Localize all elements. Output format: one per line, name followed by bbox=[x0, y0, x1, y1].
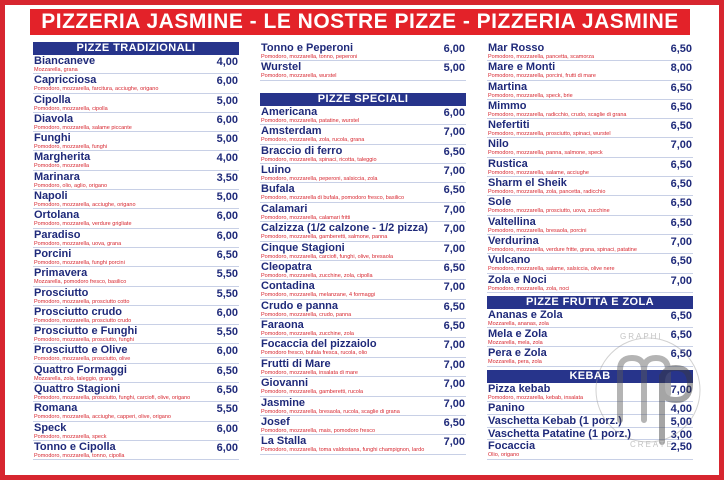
menu-item-name: Wurstel bbox=[261, 61, 302, 74]
menu-item-price: 6,50 bbox=[670, 100, 692, 113]
menu-item bbox=[487, 61, 693, 80]
column-3 bbox=[487, 42, 693, 460]
menu-item bbox=[260, 125, 466, 144]
menu-item-name: Contadina bbox=[261, 280, 315, 293]
menu-item-ingredients: Mozzarella, ananas, zola bbox=[488, 320, 549, 327]
menu-item-ingredients: Pomodoro, mozzarella, salame, acciughe bbox=[488, 169, 589, 176]
menu-item-price: 3,50 bbox=[216, 171, 238, 184]
menu-item-name: Porcini bbox=[34, 247, 72, 260]
menu-item bbox=[33, 441, 239, 460]
menu-item-ingredients: Pomodoro, mozzarella, acciughe, origano bbox=[34, 202, 136, 209]
menu-item bbox=[487, 383, 693, 402]
menu-item-name: Vulcano bbox=[488, 254, 531, 267]
menu-item-name: Cleopatra bbox=[261, 260, 312, 273]
menu-item-price: 6,00 bbox=[443, 43, 465, 55]
menu-item-ingredients: Pomodoro, mozzarella, bresaola, porcini bbox=[488, 227, 587, 234]
menu-item-price: 6,50 bbox=[216, 364, 238, 377]
menu-item-ingredients: Pomodoro, mozzarella, prosciutto, funghi bbox=[34, 337, 134, 344]
menu-item-ingredients: Pomodoro, mozzarella, prosciutto, uova, zucchine bbox=[488, 208, 610, 215]
menu-item bbox=[487, 158, 693, 177]
menu-item-name: La Stalla bbox=[261, 435, 307, 448]
menu-item bbox=[33, 402, 239, 421]
menu-item bbox=[487, 309, 693, 328]
menu-item-price: 5,00 bbox=[670, 415, 692, 428]
menu-item bbox=[260, 319, 466, 338]
menu-item-price: 7,00 bbox=[443, 164, 465, 177]
menu-item-price: 7,00 bbox=[443, 358, 465, 371]
menu-item-name: Focaccia bbox=[488, 440, 536, 453]
menu-item bbox=[33, 248, 239, 267]
menu-item-name: Biancaneve bbox=[34, 55, 96, 67]
menu-item-name: Speck bbox=[34, 421, 67, 434]
menu-item-name: Primavera bbox=[34, 267, 88, 280]
menu-item-price: 5,50 bbox=[216, 268, 238, 281]
menu-item bbox=[487, 119, 693, 138]
menu-item bbox=[260, 61, 466, 80]
menu-item-price: 5,00 bbox=[443, 62, 465, 75]
menu-item-price: 6,50 bbox=[670, 309, 692, 322]
menu-item-price: 6,50 bbox=[443, 300, 465, 313]
menu-item-ingredients: Pomodoro, mozzarella, prosciutto, funghi, carciofi, olive, origano bbox=[34, 395, 191, 402]
menu-item bbox=[33, 113, 239, 132]
menu-item bbox=[487, 235, 693, 254]
menu-item bbox=[33, 74, 239, 93]
menu-item-price: 6,50 bbox=[443, 417, 465, 430]
menu-item-ingredients: Pomodoro, mozzarella, porcini, frutti di mare bbox=[488, 73, 596, 80]
menu-item-price: 4,00 bbox=[216, 56, 238, 68]
menu-item bbox=[487, 347, 693, 366]
menu-item-price: 6,50 bbox=[443, 320, 465, 333]
menu-item bbox=[487, 42, 693, 61]
menu-item-name: Focaccia del pizzaiolo bbox=[261, 338, 377, 351]
menu-item-ingredients: Pomodoro, mozzarella, tonno, peperoni bbox=[261, 54, 358, 60]
menu-item-ingredients: Pomodoro, mozzarella, carciofi, funghi, olive, bresaola bbox=[261, 253, 394, 260]
menu-item-price: 6,50 bbox=[670, 255, 692, 268]
menu-item-price: 6,00 bbox=[216, 422, 238, 435]
menu-item bbox=[260, 261, 466, 280]
menu-item-name: Cipolla bbox=[34, 93, 71, 106]
menu-item-price: 6,50 bbox=[670, 178, 692, 191]
menu-item-name: Sharm el Sheik bbox=[488, 177, 567, 190]
menu-item-price: 6,00 bbox=[216, 75, 238, 88]
menu-item-price: 6,00 bbox=[443, 106, 465, 119]
menu-item-name: Valtellina bbox=[488, 215, 536, 228]
menu-item-price: 7,00 bbox=[443, 242, 465, 255]
menu-item-name: Napoli bbox=[34, 190, 68, 203]
menu-item-name: Pera e Zola bbox=[488, 347, 547, 360]
menu-item-name: Margherita bbox=[34, 151, 91, 164]
menu-item bbox=[487, 196, 693, 215]
menu-item-name: Mimmo bbox=[488, 99, 527, 112]
menu-item-name: Funghi bbox=[34, 132, 71, 145]
menu-item bbox=[487, 254, 693, 273]
menu-item-ingredients: Pomodoro, mozzarella, gamberetti, salmone, panna bbox=[261, 234, 388, 241]
section-header-kebab: KEBAB bbox=[487, 370, 693, 383]
menu-item-ingredients: Pomodoro, mozzarella, cipolla bbox=[34, 105, 108, 112]
menu-item-name: Verdurina bbox=[488, 234, 539, 247]
menu-item-name: Giovanni bbox=[261, 377, 309, 390]
menu-item-name: Quattro Stagioni bbox=[34, 383, 121, 396]
menu-item bbox=[33, 55, 239, 74]
menu-item bbox=[260, 106, 466, 125]
menu-list-speciali-cont bbox=[487, 42, 693, 293]
menu-item bbox=[33, 422, 239, 441]
menu-item bbox=[487, 216, 693, 235]
menu-item-ingredients: Pomodoro, mozzarella, patatine, wurstel bbox=[261, 117, 360, 124]
menu-item bbox=[260, 358, 466, 377]
menu-item-name: Crudo e panna bbox=[261, 299, 339, 312]
menu-item-name: Frutti di Mare bbox=[261, 357, 331, 370]
menu-item bbox=[487, 440, 693, 459]
column-1 bbox=[33, 42, 239, 460]
menu-item-ingredients: Pomodoro, mozzarella, zucchine, zola bbox=[261, 331, 354, 338]
menu-list-kebab bbox=[487, 383, 693, 460]
menu-item-ingredients: Pomodoro, mozzarella, uova, grana bbox=[34, 240, 122, 247]
menu-item-price: 6,00 bbox=[216, 210, 238, 223]
menu-item-price: 6,00 bbox=[216, 345, 238, 358]
menu-item-ingredients: Pomodoro, mozzarella, zola, pancetta, radicchio bbox=[488, 189, 606, 196]
menu-item-price: 6,50 bbox=[443, 261, 465, 274]
menu-item-name: Cinque Stagioni bbox=[261, 241, 345, 254]
menu-item-name: Martina bbox=[488, 80, 528, 93]
menu-item-price: 6,50 bbox=[670, 158, 692, 171]
menu-item-price: 7,00 bbox=[670, 274, 692, 287]
section-header-tradizionali: PIZZE TRADIZIONALI bbox=[33, 42, 239, 55]
menu-item-ingredients: Pomodoro, mozzarella, spinaci, ricotta, taleggio bbox=[261, 156, 377, 163]
menu-item-price: 6,50 bbox=[670, 329, 692, 342]
menu-item bbox=[487, 274, 693, 293]
menu-item-name: Capricciosa bbox=[34, 74, 97, 87]
menu-item-price: 7,00 bbox=[443, 126, 465, 139]
menu-item-name: Ortolana bbox=[34, 209, 80, 222]
menu-item bbox=[487, 415, 693, 428]
menu-item bbox=[260, 222, 466, 241]
menu-item-price: 6,50 bbox=[670, 216, 692, 229]
menu-item-price: 5,00 bbox=[216, 94, 238, 107]
menu-item-ingredients: Pomodoro, mozzarella, speck bbox=[34, 433, 107, 440]
menu-item-name: Panino bbox=[488, 402, 525, 415]
menu-item-price: 3,00 bbox=[670, 428, 692, 441]
menu-item-ingredients: Pomodoro fresco, bufala fresca, rucola, olio bbox=[261, 350, 368, 357]
menu-item-name: Vaschetta Kebab (1 porz.) bbox=[488, 414, 622, 427]
menu-item-ingredients: Pomodoro, mozzarella, verdure grigliate bbox=[34, 221, 132, 228]
menu-list-speciali bbox=[260, 106, 466, 455]
menu-item-ingredients: Pomodoro, mozzarella, melanzane, 4 formaggi bbox=[261, 292, 376, 299]
menu-item bbox=[487, 177, 693, 196]
menu-item-name: Rustica bbox=[488, 157, 528, 170]
menu-item-price: 5,00 bbox=[216, 191, 238, 204]
menu-item-ingredients: Pomodoro, mozzarella, funghi bbox=[34, 144, 108, 151]
menu-item-name: Marinara bbox=[34, 170, 80, 183]
menu-item-name: Pizza kebab bbox=[488, 382, 551, 395]
menu-item bbox=[33, 325, 239, 344]
menu-item bbox=[260, 300, 466, 319]
menu-item-name: Calzizza (1/2 calzone - 1/2 pizza) bbox=[261, 222, 428, 235]
menu-item-ingredients: Pomodoro, mozzarella, zola, rucola, grana bbox=[261, 137, 365, 144]
menu-item-price: 7,00 bbox=[670, 139, 692, 152]
menu-item-name: Nefertiti bbox=[488, 119, 530, 132]
menu-item-price: 6,00 bbox=[216, 306, 238, 319]
menu-list-tradizionali bbox=[33, 55, 239, 460]
menu-item-name: Mare e Monti bbox=[488, 61, 556, 74]
menu-list-frutta-zola bbox=[487, 309, 693, 367]
menu-item-name: Romana bbox=[34, 402, 78, 415]
page-title: PIZZERIA JASMINE - LE NOSTRE PIZZE - PIZZERIA JASMINE bbox=[30, 9, 690, 35]
menu-item-price: 6,50 bbox=[216, 384, 238, 397]
menu-item-ingredients: Pomodoro, mozzarella, peperoni, salsiccia, zola bbox=[261, 175, 378, 182]
menu-item-ingredients: Mozzarella, zola, taleggio, grana bbox=[34, 375, 114, 382]
column-2 bbox=[260, 42, 466, 455]
menu-item-name: Prosciutto e Funghi bbox=[34, 325, 138, 338]
menu-item bbox=[33, 190, 239, 209]
menu-item-name: Sole bbox=[488, 196, 512, 209]
menu-item-ingredients: Pomodoro, mozzarella, farcitura, acciughe, origano bbox=[34, 86, 159, 93]
menu-item-name: Prosciutto e Olive bbox=[34, 344, 128, 357]
menu-item bbox=[33, 209, 239, 228]
menu-item-ingredients: Pomodoro, mozzarella, kebab, insalata bbox=[488, 394, 584, 401]
menu-item-ingredients: Pomodoro, mozzarella, funghi porcini bbox=[34, 259, 125, 266]
menu-item-price: 6,00 bbox=[216, 113, 238, 126]
menu-item-name: Vaschetta Patatine (1 porz.) bbox=[488, 427, 632, 440]
menu-item bbox=[33, 306, 239, 325]
menu-item-ingredients: Pomodoro, mozzarella, zucchine, zola, cipolla bbox=[261, 272, 373, 279]
menu-item bbox=[487, 81, 693, 100]
menu-item-name: Prosciutto bbox=[34, 286, 89, 299]
menu-item-ingredients: Pomodoro, mozzarella, prosciutto, spinaci, wurstel bbox=[488, 131, 611, 138]
menu-item-price: 6,50 bbox=[216, 248, 238, 261]
menu-item-name: Prosciutto crudo bbox=[34, 305, 123, 318]
menu-item-price: 6,50 bbox=[443, 184, 465, 197]
menu-item bbox=[33, 287, 239, 306]
menu-item-price: 5,50 bbox=[216, 287, 238, 300]
menu-item bbox=[487, 402, 693, 415]
menu-item-ingredients: Pomodoro, mozzarella, verdure fritte, grana, spinaci, patatine bbox=[488, 246, 637, 253]
menu-item bbox=[260, 203, 466, 222]
menu-item-ingredients: Pomodoro, mozzarella, wurstel bbox=[261, 73, 337, 80]
menu-item-name: Josef bbox=[261, 416, 290, 429]
menu-item-price: 6,50 bbox=[670, 43, 692, 55]
menu-item bbox=[260, 280, 466, 299]
menu-item-ingredients: Pomodoro, mozzarella, salame piccante bbox=[34, 124, 132, 131]
menu-item-name: Bufala bbox=[261, 183, 295, 196]
menu-item bbox=[33, 383, 239, 402]
watermark-text-top: GRAPHI bbox=[620, 332, 663, 341]
menu-item bbox=[487, 428, 693, 441]
menu-item-ingredients: Mozzarella, grana bbox=[34, 67, 78, 73]
menu-item-name: Tonno e Cipolla bbox=[34, 440, 116, 453]
section-header-frutta-zola: PIZZE FRUTTA E ZOLA bbox=[487, 296, 693, 309]
menu-item bbox=[260, 183, 466, 202]
menu-item bbox=[487, 138, 693, 157]
menu-item-price: 7,00 bbox=[670, 383, 692, 396]
menu-item bbox=[260, 338, 466, 357]
menu-item-price: 6,50 bbox=[670, 120, 692, 133]
menu-item bbox=[33, 344, 239, 363]
menu-item-price: 5,50 bbox=[216, 326, 238, 339]
menu-item-ingredients: Pomodoro, mozzarella, speck, brie bbox=[488, 92, 573, 99]
menu-item-name: Paradiso bbox=[34, 228, 81, 241]
menu-item-price: 7,00 bbox=[443, 397, 465, 410]
menu-item-name: Nilo bbox=[488, 138, 509, 151]
menu-item bbox=[33, 171, 239, 190]
menu-item-price: 7,00 bbox=[443, 378, 465, 391]
menu-item bbox=[260, 435, 466, 454]
menu-item-ingredients: Pomodoro, mozzarella, prosciutto cotto bbox=[34, 298, 130, 305]
menu-item-ingredients: Pomodoro, mozzarella, zola, noci bbox=[488, 285, 570, 292]
menu-item bbox=[260, 164, 466, 183]
menu-item-ingredients: Pomodoro, mozzarella, mais, pomodoro fresco bbox=[261, 428, 376, 435]
menu-item bbox=[260, 42, 466, 61]
menu-item-ingredients: Pomodoro, mozzarella, radicchio, crudo, scaglie di grana bbox=[488, 111, 627, 118]
menu-item-name: Zola e Noci bbox=[488, 273, 547, 286]
menu-item-price: 7,00 bbox=[443, 203, 465, 216]
menu-item-price: 5,50 bbox=[216, 403, 238, 416]
menu-item-name: Ananas e Zola bbox=[488, 308, 563, 321]
menu-item-name: Mela e Zola bbox=[488, 328, 548, 341]
menu-item-name: Braccio di ferro bbox=[261, 144, 343, 157]
menu-item-price: 4,00 bbox=[216, 152, 238, 165]
menu-item-ingredients: Mozzarella, pera, zola bbox=[488, 359, 542, 366]
menu-item bbox=[260, 377, 466, 396]
menu-item bbox=[33, 364, 239, 383]
menu-item-price: 7,00 bbox=[443, 339, 465, 352]
menu-item-name: Mar Rosso bbox=[488, 42, 545, 54]
menu-item bbox=[260, 397, 466, 416]
menu-item-name: Diavola bbox=[34, 112, 74, 125]
menu-item-ingredients: Olio, origano bbox=[488, 452, 520, 459]
menu-item bbox=[33, 94, 239, 113]
menu-item-price: 8,00 bbox=[670, 62, 692, 75]
menu-item-ingredients: Pomodoro, mozzarella, acciughe, capperi, olive, origano bbox=[34, 414, 171, 421]
menu-item-ingredients: Pomodoro, mozzarella di bufala, pomodoro fresco, basilico bbox=[261, 195, 405, 202]
menu-item-price: 7,00 bbox=[443, 223, 465, 236]
menu-item bbox=[33, 267, 239, 286]
menu-item-price: 6,50 bbox=[670, 81, 692, 94]
menu-item-price: 6,50 bbox=[443, 145, 465, 158]
menu-item-ingredients: Pomodoro, mozzarella, prosciutto crudo bbox=[34, 317, 132, 324]
menu-item bbox=[487, 328, 693, 347]
menu-item-ingredients: Pomodoro, mozzarella, panna, salmone, speck bbox=[488, 150, 603, 157]
menu-item-price: 7,00 bbox=[443, 281, 465, 294]
menu-item bbox=[260, 242, 466, 261]
menu-item-ingredients: Pomodoro, olio, aglio, origano bbox=[34, 182, 108, 189]
menu-item-ingredients: Pomodoro, mozzarella, pancetta, scamorza bbox=[488, 54, 595, 60]
menu-item-price: 2,50 bbox=[670, 441, 692, 454]
menu-item-name: Quattro Formaggi bbox=[34, 363, 127, 376]
menu-item-price: 6,50 bbox=[670, 197, 692, 210]
watermark-text-bottom: CREATE bbox=[630, 440, 674, 449]
menu-item bbox=[33, 229, 239, 248]
menu-item-price: 4,00 bbox=[670, 403, 692, 416]
menu-item-ingredients: Pomodoro, mozzarella, bresaola, rucola, scaglie di grana bbox=[261, 408, 400, 415]
menu-item bbox=[260, 416, 466, 435]
menu-item-name: Luino bbox=[261, 163, 291, 176]
menu-item-ingredients: Pomodoro, mozzarella, gamberetti, rucola bbox=[261, 389, 364, 396]
menu-item-price: 6,00 bbox=[216, 441, 238, 454]
menu-item-ingredients: Pomodoro, mozzarella, salame, salsiccia, olive nere bbox=[488, 266, 615, 273]
menu-item-name: Americana bbox=[261, 105, 318, 118]
menu-item bbox=[33, 132, 239, 151]
menu-item bbox=[33, 151, 239, 170]
menu-item-ingredients: Mozzarella, pomodoro fresco, basilico bbox=[34, 279, 127, 286]
menu-item-ingredients: Pomodoro, mozzarella bbox=[34, 163, 90, 170]
menu-item-ingredients: Pomodoro, mozzarella, toma valdostana, funghi champignon, lardo bbox=[261, 447, 425, 454]
menu-item-ingredients: Mozzarella, mela, zola bbox=[488, 340, 543, 347]
section-header-speciali: PIZZE SPECIALI bbox=[260, 93, 466, 106]
menu-item-ingredients: Pomodoro, mozzarella, tonno, cipolla bbox=[34, 452, 125, 459]
menu-item-price: 7,00 bbox=[443, 436, 465, 449]
menu-item-ingredients: Pomodoro, mozzarella, prosciutto, olive bbox=[34, 356, 131, 363]
menu-item-price: 7,00 bbox=[670, 235, 692, 248]
menu-item-ingredients: Pomodoro, mozzarella, calamari fritti bbox=[261, 214, 351, 221]
menu-item-price: 5,00 bbox=[216, 133, 238, 146]
menu-item-name: Amsterdam bbox=[261, 125, 322, 138]
menu-item bbox=[260, 145, 466, 164]
menu-item-name: Calamari bbox=[261, 202, 308, 215]
menu-item-name: Tonno e Peperoni bbox=[261, 42, 354, 54]
menu-item-price: 6,00 bbox=[216, 229, 238, 242]
menu-item-price: 6,50 bbox=[670, 348, 692, 361]
menu-item-name: Faraona bbox=[261, 319, 304, 332]
menu-item-name: Jasmine bbox=[261, 396, 306, 409]
menu-item-ingredients: Pomodoro, mozzarella, insalata di mare bbox=[261, 369, 358, 376]
menu-item-ingredients: Pomodoro, mozzarella, crudo, panna bbox=[261, 311, 352, 318]
menu-item bbox=[487, 100, 693, 119]
menu-list-tradizionali-cont bbox=[260, 42, 466, 81]
